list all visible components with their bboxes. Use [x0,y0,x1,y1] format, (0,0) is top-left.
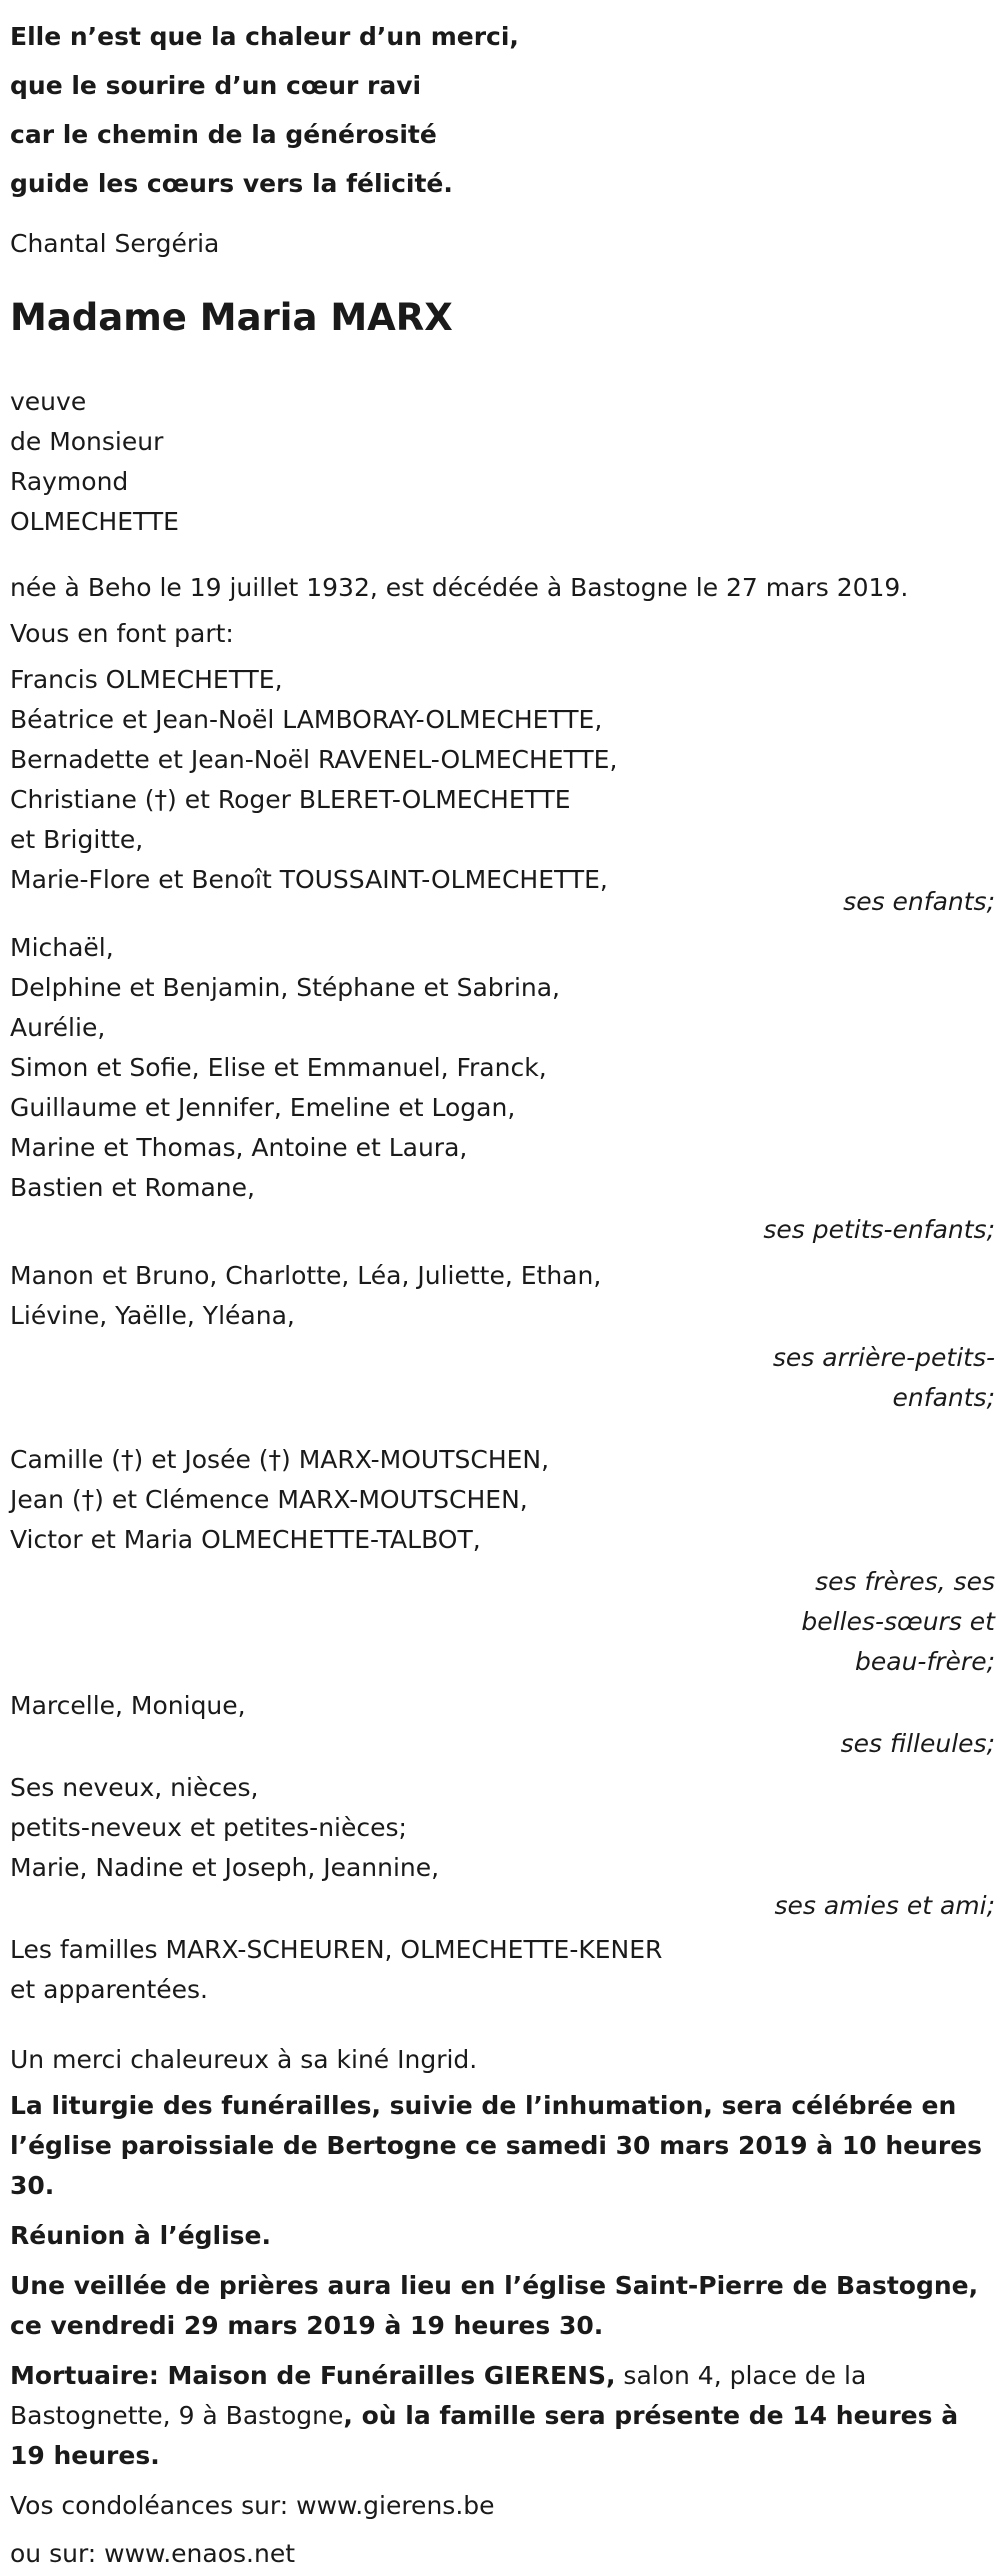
mortuary-label: Mortuaire: Maison de Funérailles GIERENS, [10,2361,616,2390]
spouse-line: Raymond [10,467,129,496]
poem-author: Chantal Sergéria [10,229,220,258]
family-line: Les familles MARX-SCHEUREN, OLMECHETTE-KENER [10,1935,663,1964]
role-friends [10,1886,995,1926]
role-grandchildren [10,1210,995,1250]
family-group-grandchildren [10,928,995,1208]
family-line: Michaël, [10,933,114,962]
role-line: ses arrière-petits- [772,1343,995,1372]
role-line: ses enfants; [843,887,995,916]
family-line: Ses neveux, nièces, [10,1773,259,1802]
role-line: beau-frère; [855,1647,995,1676]
family-group-nephews-friends [10,1768,995,1888]
role-line: enfants; [892,1383,995,1412]
family-line: Victor et Maria OLMECHETTE-TALBOT, [10,1525,481,1554]
role-siblings [10,1562,995,1682]
spouse-info [10,382,995,542]
family-line: Jean (†) et Clémence MARX-MOUTSCHEN, [10,1485,528,1514]
role-line: ses frères, ses [815,1567,995,1596]
role-line: ses petits-enfants; [763,1215,995,1244]
family-line: Marine et Thomas, Antoine et Laura, [10,1133,468,1162]
family-group-goddaughters [10,1686,995,1726]
role-line: belles-sœurs et [801,1607,995,1636]
family-line: Marcelle, Monique, [10,1691,246,1720]
role-great-grandchildren [10,1338,995,1418]
family-line: Christiane (†) et Roger BLERET-OLMECHETTE [10,785,571,814]
mortuary-address: salon 4, place de la Bastognette, 9 à Bastogne [10,2361,867,2430]
spouse-line: veuve [10,387,87,416]
poem-line: que le sourire d’un cœur ravi [10,71,422,100]
family-line: Liévine, Yaëlle, Yléana, [10,1301,295,1330]
family-line: Delphine et Benjamin, Stéphane et Sabrina, [10,973,560,1002]
poem-line: Elle n’est que la chaleur d’un merci, [10,22,519,51]
family-group-great-grandchildren [10,1256,995,1336]
meeting: Réunion à l’église. [10,2221,272,2250]
family-line: Manon et Bruno, Charlotte, Léa, Juliette, Ethan, [10,1261,602,1290]
family-line: Guillaume et Jennifer, Emeline et Logan, [10,1093,516,1122]
deceased-name: Madame Maria MARX [10,296,453,339]
vigil: Une veillée de prières aura lieu en l’église Saint-Pierre de Bastogne, ce vendredi 29 mars 2019 à 19 heures 30. [10,2271,979,2340]
role-line: ses amies et ami; [774,1891,995,1920]
family-line: et apparentées. [10,1975,208,2004]
family-line: Camille (†) et Josée (†) MARX-MOUTSCHEN, [10,1445,550,1474]
family-line: Aurélie, [10,1013,106,1042]
family-line: Francis OLMECHETTE, [10,665,283,694]
family-line: et Brigitte, [10,825,144,854]
families [10,1930,995,2010]
family-group-siblings [10,1440,995,1560]
spouse-line: OLMECHETTE [10,507,179,536]
alt-site: ou sur: www.enaos.net [10,2539,295,2568]
family-line: Bastien et Romane, [10,1173,255,1202]
family-line: Simon et Sofie, Elise et Emmanuel, Franck, [10,1053,547,1082]
family-line: Béatrice et Jean-Noël LAMBORAY-OLMECHETTE, [10,705,603,734]
spouse-line: de Monsieur [10,427,164,456]
family-line: petits-neveux et petites-nièces; [10,1813,407,1842]
obituary [10,0,995,2574]
family-line: Bernadette et Jean-Noël RAVENEL-OLMECHETTE, [10,745,618,774]
poem [10,12,995,208]
family-line: Marie-Flore et Benoît TOUSSAINT-OLMECHETTE, [10,865,608,894]
poem-line: car le chemin de la générosité [10,120,437,149]
announce: Vous en font part: [10,619,234,648]
mortuary [10,2356,995,2476]
family-group-children [10,660,995,900]
thanks: Un merci chaleureux à sa kiné Ingrid. [10,2045,478,2074]
family-line: Marie, Nadine et Joseph, Jeannine, [10,1853,440,1882]
role-goddaughters [10,1724,995,1764]
condolences: Vos condoléances sur: www.gierens.be [10,2491,495,2520]
poem-line: guide les cœurs vers la félicité. [10,169,453,198]
role-line: ses filleules; [840,1729,995,1758]
birth-death: née à Beho le 19 juillet 1932, est décédée à Bastogne le 27 mars 2019. [10,573,909,602]
mortuary-presence: , où la famille sera présente de 14 heures à 19 heures. [10,2401,959,2470]
liturgy: La liturgie des funérailles, suivie de l’inhumation, sera célébrée en l’église paroissiale de Bertogne ce samedi 30 mars 2019 à 10 heures 30. [10,2091,983,2200]
